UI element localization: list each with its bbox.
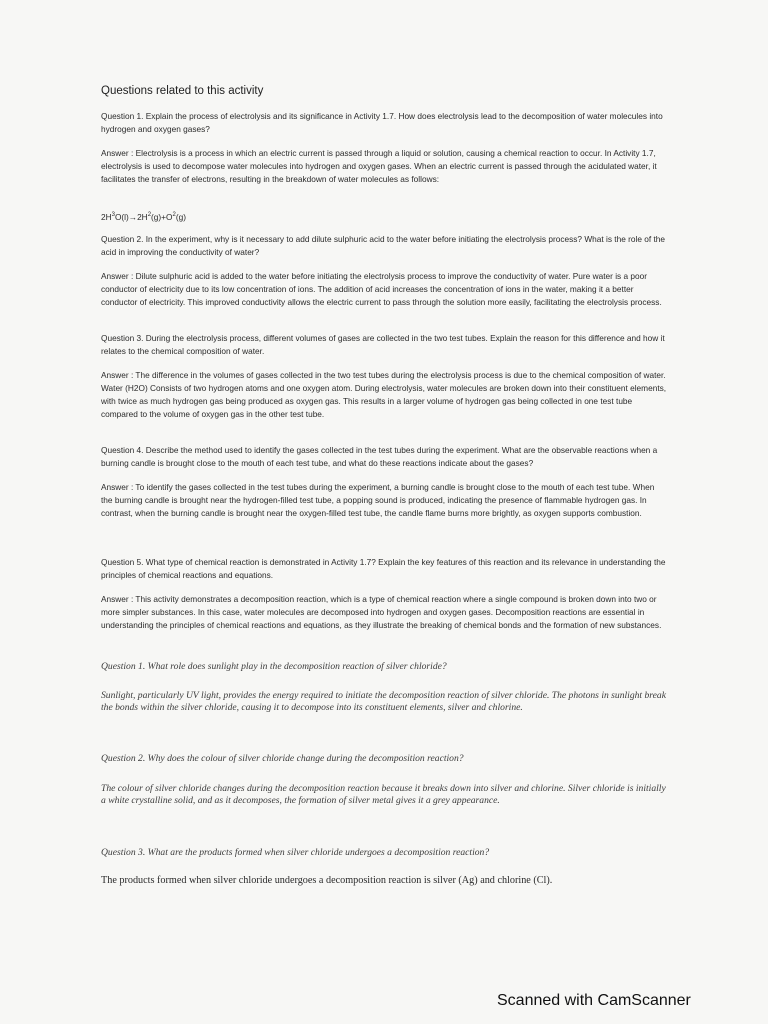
silver-q2: Question 2. Why does the colour of silver chloride change during the decomposition reaction? xyxy=(101,753,464,764)
eq-part: 2H xyxy=(101,211,112,222)
silver-a3: The products formed when silver chloride undergoes a decomposition reaction is silver (Ag) and chlorine (Cl). xyxy=(101,875,553,886)
eq-part: (g) xyxy=(175,211,186,222)
q1-block xyxy=(101,110,667,186)
q4-answer: Answer : To identify the gases collected in the test tubes during the experiment, a burning candle is brought close to the mouth of each test tube. When the burning candle is brought near the hydrogen-filled test tube, a popping sound is produced, indicating the presence of flammable hydrogen gas. In contrast, when the burning candle is brought near the oxygen-filled test tube, the candle flame burns more brightly, as oxygen supports combustion. xyxy=(101,481,655,519)
q3-answer: Answer : The difference in the volumes of gases collected in the two test tubes during the electrolysis process is due to the chemical composition of water. Water (H2O) Consists of two hydrogen atoms and one oxygen atom. During electrolysis, water molecules are broken down into their constituent elements, with twice as much hydrogen gas being produced as oxygen gas. This results in a larger volume of hydrogen gas being collected in one test tube compared to the volume of oxygen gas in the other test tube. xyxy=(101,369,667,420)
section-heading: Questions related to this activity xyxy=(101,85,264,97)
q5-block xyxy=(101,556,667,632)
q5-answer: Answer : This activity demonstrates a decomposition reaction, which is a type of chemical reaction where a single compound is broken down into two or more simpler substances. In this case, water molecules are decomposed into hydrogen and oxygen gases. Decomposition reactions are essential in understanding the principles of chemical reactions and equations, as they illustrate the breaking of chemical bonds and the formation of new substances. xyxy=(101,593,662,631)
q1-question: Question 1. Explain the process of electrolysis and its significance in Activity 1.7. How does electrolysis lead to the decomposition of water molecules into hydrogen and oxygen gases? xyxy=(101,111,663,135)
electrolysis-equation xyxy=(101,209,667,224)
q5-question: Question 5. What type of chemical reaction is demonstrated in Activity 1.7? Explain the key features of this reaction and its relevance in understanding the principles of chemical reactions and equations. xyxy=(101,557,666,581)
silver-q3: Question 3. What are the products formed when silver chloride undergoes a decomposition reaction? xyxy=(101,847,490,858)
q4-block xyxy=(101,444,667,520)
q2-answer: Answer : Dilute sulphuric acid is added to the water before initiating the electrolysis process to improve the conductivity of water. Pure water is a poor conductor of electricity due to its low concentration of ions. The addition of acid increases the concentration of ions in the water, making it a better conductor of electricity. This improved conductivity allows the electric current to pass through the solution more easily, facilitating the electrolysis process. xyxy=(101,270,662,308)
eq-sup: 2 xyxy=(147,212,152,218)
silver-a2: The colour of silver chloride changes during the decomposition reaction because it breaks down into silver and chlorine. Silver chloride is initially a white crystalline solid, and as it decomposes, the formation of silver metal gives it a grey appearance. xyxy=(101,783,666,806)
q1-answer: Answer : Electrolysis is a process in which an electric current is passed through a liquid or solution, causing a chemical reaction to occur. In Activity 1.7, electrolysis is used to decompose water molecules into hydrogen and oxygen gases. When an electric current is passed through the acidulated water, it facilitates the transfer of electrons, resulting in the breakdown of water molecules as follows: xyxy=(101,147,657,185)
q2-question: Question 2. In the experiment, why is it necessary to add dilute sulphuric acid to the water before initiating the electrolysis process? What is the role of the acid in improving the conductivity of water? xyxy=(101,234,666,258)
eq-sup: 2 xyxy=(172,212,176,218)
silver-q1: Question 1. What role does sunlight play in the decomposition reaction of silver chloride? xyxy=(101,661,447,672)
eq-part: O(l)→2H xyxy=(114,211,148,222)
eq-part: (g)+O xyxy=(151,211,173,222)
eq-sup: 3 xyxy=(111,212,115,218)
q3-question: Question 3. During the electrolysis process, different volumes of gases are collected in the two test tubes. Explain the reason for this difference and how it relates to the chemical composition of water. xyxy=(101,333,665,357)
silver-a1: Sunlight, particularly UV light, provides the energy required to initiate the decomposition reaction of silver chloride. The photons in sunlight break the bonds within the silver chloride, causing it to decompose into its constituent elements, silver and chlorine. xyxy=(101,690,666,713)
camscanner-watermark: Scanned with CamScanner xyxy=(497,992,691,1009)
q3-block xyxy=(101,332,667,422)
q2-block xyxy=(101,233,667,309)
q4-question: Question 4. Describe the method used to identify the gases collected in the test tubes during the experiment. What are the observable reactions when a burning candle is brought close to the mouth of each test tube, and what do these reactions indicate about the gases? xyxy=(101,445,658,469)
